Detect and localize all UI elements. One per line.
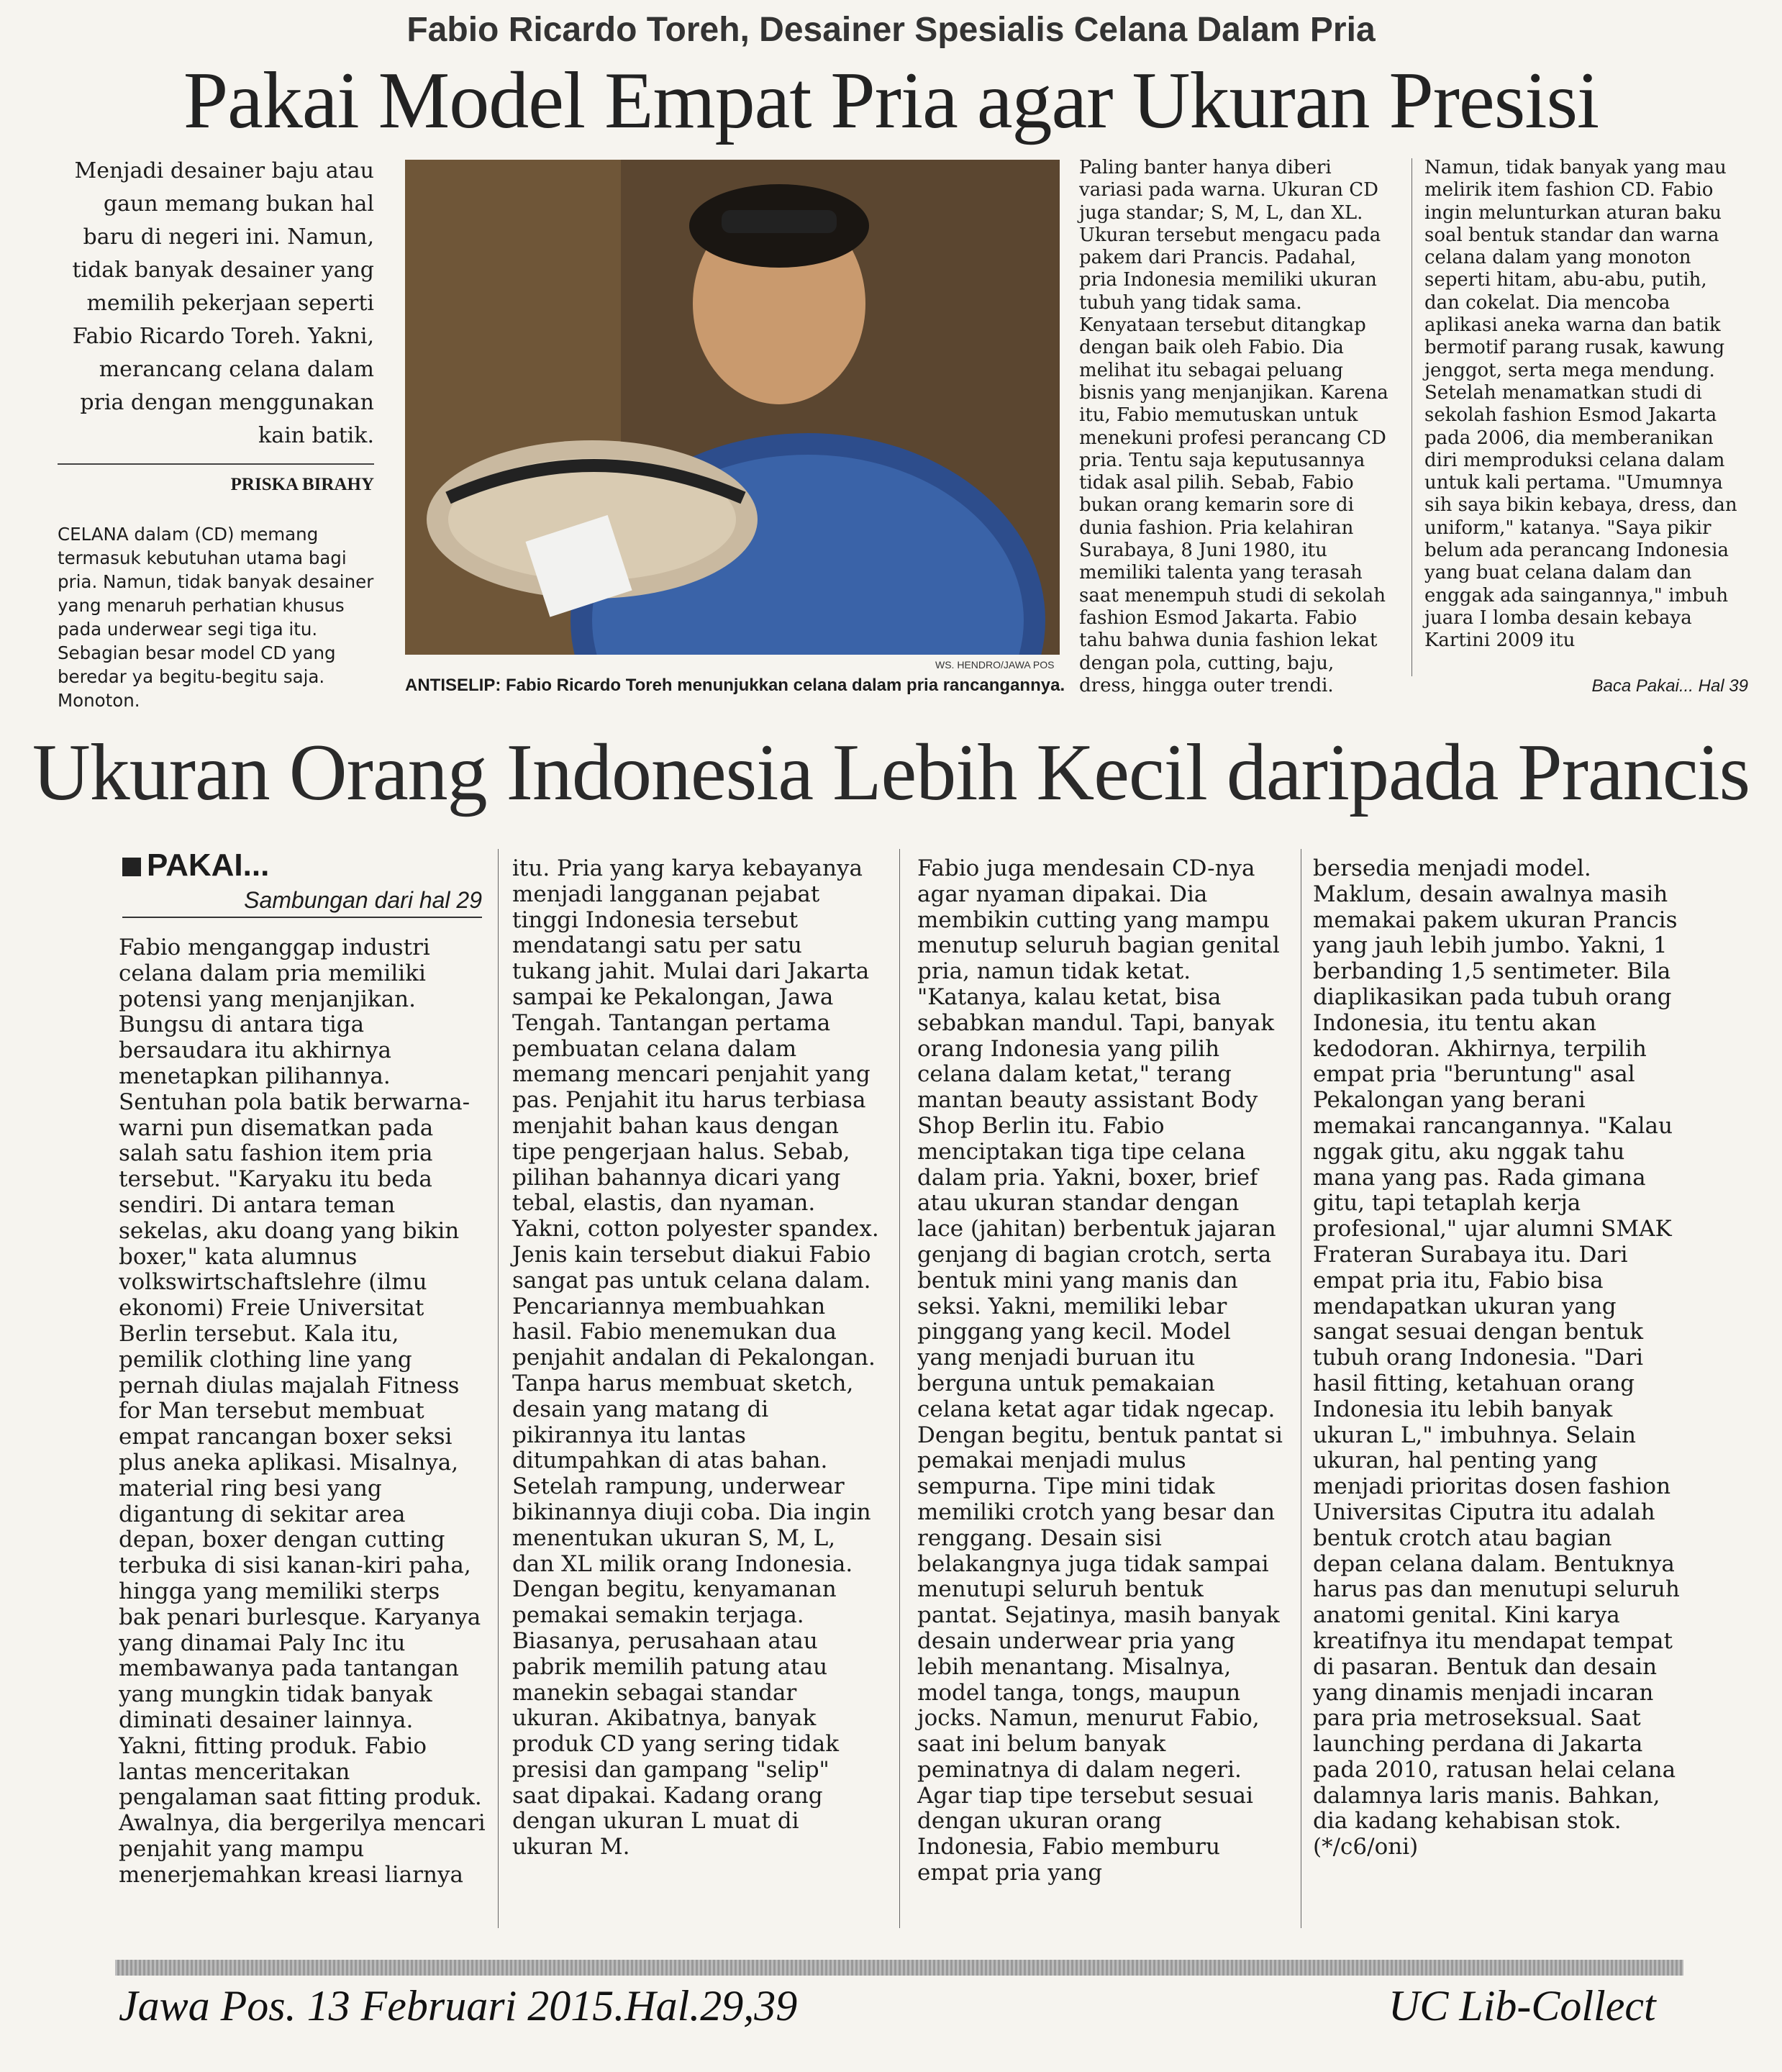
intro-paragraph: CELANA dalam (CD) memang termasuk kebutuhan utama bagi pria. Namun, tidak banyak desainer yang menaruh perhatian khusus pada underwear segi tiga itu. Sebagian besar model CD yang beredar ya begitu-begitu saja. Monoton. — [58, 524, 374, 711]
collection-stamp: UC Lib-Collect — [1388, 1982, 1656, 2030]
continued-from: Sambungan dari hal 29 — [122, 887, 482, 918]
lead-paragraph: Menjadi desainer baju atau gaun memang bukan hal baru di negeri ini. Namun, tidak banyak desainer yang memilih pekerjaan seperti Fabio Ricardo Toreh. Yakni, merancang celana dalam pria dengan menggunakan kain batik. — [72, 158, 374, 448]
column-divider — [899, 849, 900, 1928]
body-column-4: bersedia menjadi model. Maklum, desain awalnya masih memakai pakem ukuran Prancis yang jauh lebih jumbo. Yakni, 1 berbanding 1,5 sentimeter. Bila diaplikasikan pada tubuh orang Indonesia, itu tentu akan kedodoran. Akhirnya, terpilih empat pria "beruntung" asal Pekalongan yang berani memakai rancangannya. "Kalau nggak gitu, aku nggak tahu mana yang pas. Rada gimana gitu, tapi tetaplah kerja profesional," ujar alumni SMAK Frateran Surabaya itu. Dari empat pria itu, Fabio bisa mendapatkan ukuran yang sangat sesuai dengan bentuk tubuh orang Indonesia. "Dari hasil fitting, ketahuan orang Indonesia itu lebih banyak ukuran L," imbuhnya. Selain ukuran, hal penting yang menjadi prioritas dosen fashion Universitas Ciputra itu adalah bentuk crotch atau bagian depan celana dalam. Bentuknya harus pas dan menutupi seluruh anatomi genital. Kini karya kreatifnya itu mendapat tempat di pasaran. Bentuk dan desain yang dinamis menjadi incaran para pria metroseksual. Saat launching perdana di Jakarta pada 2010, ratusan helai celana dalamnya laris manis. Bahkan, dia kadang kehabisan stok. (*/c6/oni) — [1313, 855, 1680, 1860]
square-icon — [122, 858, 141, 876]
body-column-3: Fabio juga mendesain CD-nya agar nyaman dipakai. Dia membikin cutting yang mampu menutup seluruh bagian genital pria, namun tidak ketat. "Katanya, kalau ketat, bisa sebabkan mandul. Tapi, banyak orang Indonesia yang pilih celana dalam ketat," terang mantan beauty assistant Body Shop Berlin itu. Fabio menciptakan tiga tipe celana dalam pria. Yakni, boxer, brief atau ukuran standar dengan lace (jahitan) berbentuk jajaran genjang di bagian crotch, serta bentuk mini yang manis dan seksi. Yakni, memiliki lebar pinggang yang kecil. Model yang menjadi buruan itu berguna untuk pemakaian celana ketat agar tidak ngecap. Dengan begitu, bentuk pantat si pemakai menjadi mulus sempurna. Tipe mini tidak memiliki crotch yang besar dan renggang. Desain sisi belakangnya juga tidak sampai menutupi seluruh bentuk pantat. Sejatinya, masih banyak desain underwear pria yang lebih menantang. Misalnya, model tanga, tongs, maupun jocks. Namun, menurut Fabio, saat ini belum banyak peminatnya di dalam negeri. Agar tiap tipe tersebut sesuai dengan ukuran orang Indonesia, Fabio memburu empat pria yang — [917, 855, 1283, 1886]
kicker: Fabio Ricardo Toreh, Desainer Spesialis Celana Dalam Pria — [406, 11, 1376, 49]
column-divider — [498, 849, 499, 1928]
top-column-4: Namun, tidak banyak yang mau melirik item fashion CD. Fabio ingin melunturkan aturan baku soal bentuk standar dan warna celana dalam yang monoton seperti hitam, abu-abu, putih, dan cokelat. Dia mencoba aplikasi aneka warna dan batik bermotif parang rusak, kawung jenggot, serta mega mendung. Setelah menamatkan studi di sekolah fashion Esmod Jakarta pada 2006, dia memberanikan diri memproduksi celana dalam untuk kali pertama. "Umumnya sih saya bikin kebaya, dress, dan uniform," katanya. "Saya pikir belum ada perancang Indonesia yang buat celana dalam dan enggak ada saingannya," imbuh juara I lomba desain kebaya Kartini 2009 itu — [1424, 157, 1737, 652]
body-column-1: Fabio menganggap industri celana dalam pria memiliki potensi yang menjanjikan. Bungsu di antara tiga bersaudara itu akhirnya menetapkan pilihannya. Sentuhan pola batik berwarna-warni pun disematkan pada salah satu fashion item pria tersebut. "Karyaku itu beda sendiri. Di antara teman sekelas, aku doang yang bikin boxer," kata alumnus volkswirtschaftslehre (ilmu ekonomi) Freie Universitat Berlin tersebut. Kala itu, pemilik clothing line yang pernah diulas majalah Fitness for Man tersebut membuat empat rancangan boxer seksi plus aneka aplikasi. Misalnya, material ring besi yang digantung di sekitar area depan, boxer dengan cutting terbuka di sisi kanan-kiri paha, hingga yang memiliki sterps bak penari burlesque. Karyanya yang dinamai Paly Inc itu membawanya pada tantangan yang mungkin tidak banyak diminati desainer lainnya. Yakni, fitting produk. Fabio lantas menceritakan pengalaman saat fitting produk. Awalnya, dia bergerilya mencari penjahit yang mampu menerjemahkan kreasi liarnya — [119, 935, 486, 1888]
jump-label — [122, 848, 269, 883]
jump-label-text: PAKAI... — [147, 848, 270, 883]
photo-credit: WS. HENDRO/JAWA POS — [935, 659, 1055, 671]
column-divider — [1411, 158, 1412, 676]
source-citation: Jawa Pos. 13 Februari 2015.Hal.29,39 — [119, 1982, 798, 2030]
byline: PRISKA BIRAHY — [58, 463, 374, 495]
article-photo — [405, 160, 1060, 655]
bottom-rule — [115, 1960, 1683, 1976]
designer-photo-illustration — [405, 160, 1060, 655]
headline-main: Pakai Model Empat Pria agar Ukuran Presisi — [183, 56, 1599, 145]
photo-caption: ANTISELIP: Fabio Ricardo Toreh menunjukkan celana dalam pria rancangannya. — [405, 676, 1065, 695]
continuation-reference: Baca Pakai... Hal 39 — [1591, 676, 1748, 696]
headline-continuation: Ukuran Orang Indonesia Lebih Kecil daripada Prancis — [32, 728, 1750, 817]
body-column-2: itu. Pria yang karya kebayanya menjadi langganan pejabat tinggi Indonesia tersebut mendatangi satu per satu tukang jahit. Mulai dari Jakarta sampai ke Pekalongan, Jawa Tengah. Tantangan pertama pembuatan celana dalam memang mencari penjahit yang pas. Penjahit itu harus terbiasa menjahit bahan kaus dengan tipe pengerjaan halus. Sebab, pilihan bahannya dicari yang tebal, elastis, dan nyaman. Yakni, cotton polyester spandex. Jenis kain tersebut diakui Fabio sangat pas untuk celana dalam. Pencariannya membuahkan hasil. Fabio menemukan dua penjahit andalan di Pekalongan. Tanpa harus membuat sketch, desain yang matang di pikirannya itu lantas ditumpahkan di atas bahan. Setelah rampung, underwear bikinannya diuji coba. Dia ingin menentukan ukuran S, M, L, dan XL milik orang Indonesia. Dengan begitu, kenyamanan pemakai semakin terjaga. Biasanya, perusahaan atau pabrik memilih patung atau manekin sebagai standar ukuran. Akibatnya, banyak produk CD yang sering tidak presisi dan gampang "selip" saat dipakai. Kadang orang dengan ukuran L muat di ukuran M. — [512, 855, 879, 1860]
top-column-3: Paling banter hanya diberi variasi pada warna. Ukuran CD juga standar; S, M, L, dan XL. Ukuran tersebut mengacu pada pakem dari Prancis. Padahal, pria Indonesia memiliki ukuran tubuh yang tidak sama. Kenyataan tersebut ditangkap dengan baik oleh Fabio. Dia melihat itu sebagai peluang bisnis yang menjanjikan. Karena itu, Fabio memutuskan untuk menekuni profesi perancang CD pria. Tentu saja keputusannya tidak asal pilih. Sebab, Fabio bukan orang kemarin sore di dunia fashion. Pria kelahiran Surabaya, 8 Juni 1980, itu memiliki talenta yang terasah saat menempuh studi di sekolah fashion Esmod Jakarta. Fabio tahu bahwa dunia fashion lekat dengan pola, cutting, baju, dress, hingga outer trendi. — [1079, 157, 1388, 696]
